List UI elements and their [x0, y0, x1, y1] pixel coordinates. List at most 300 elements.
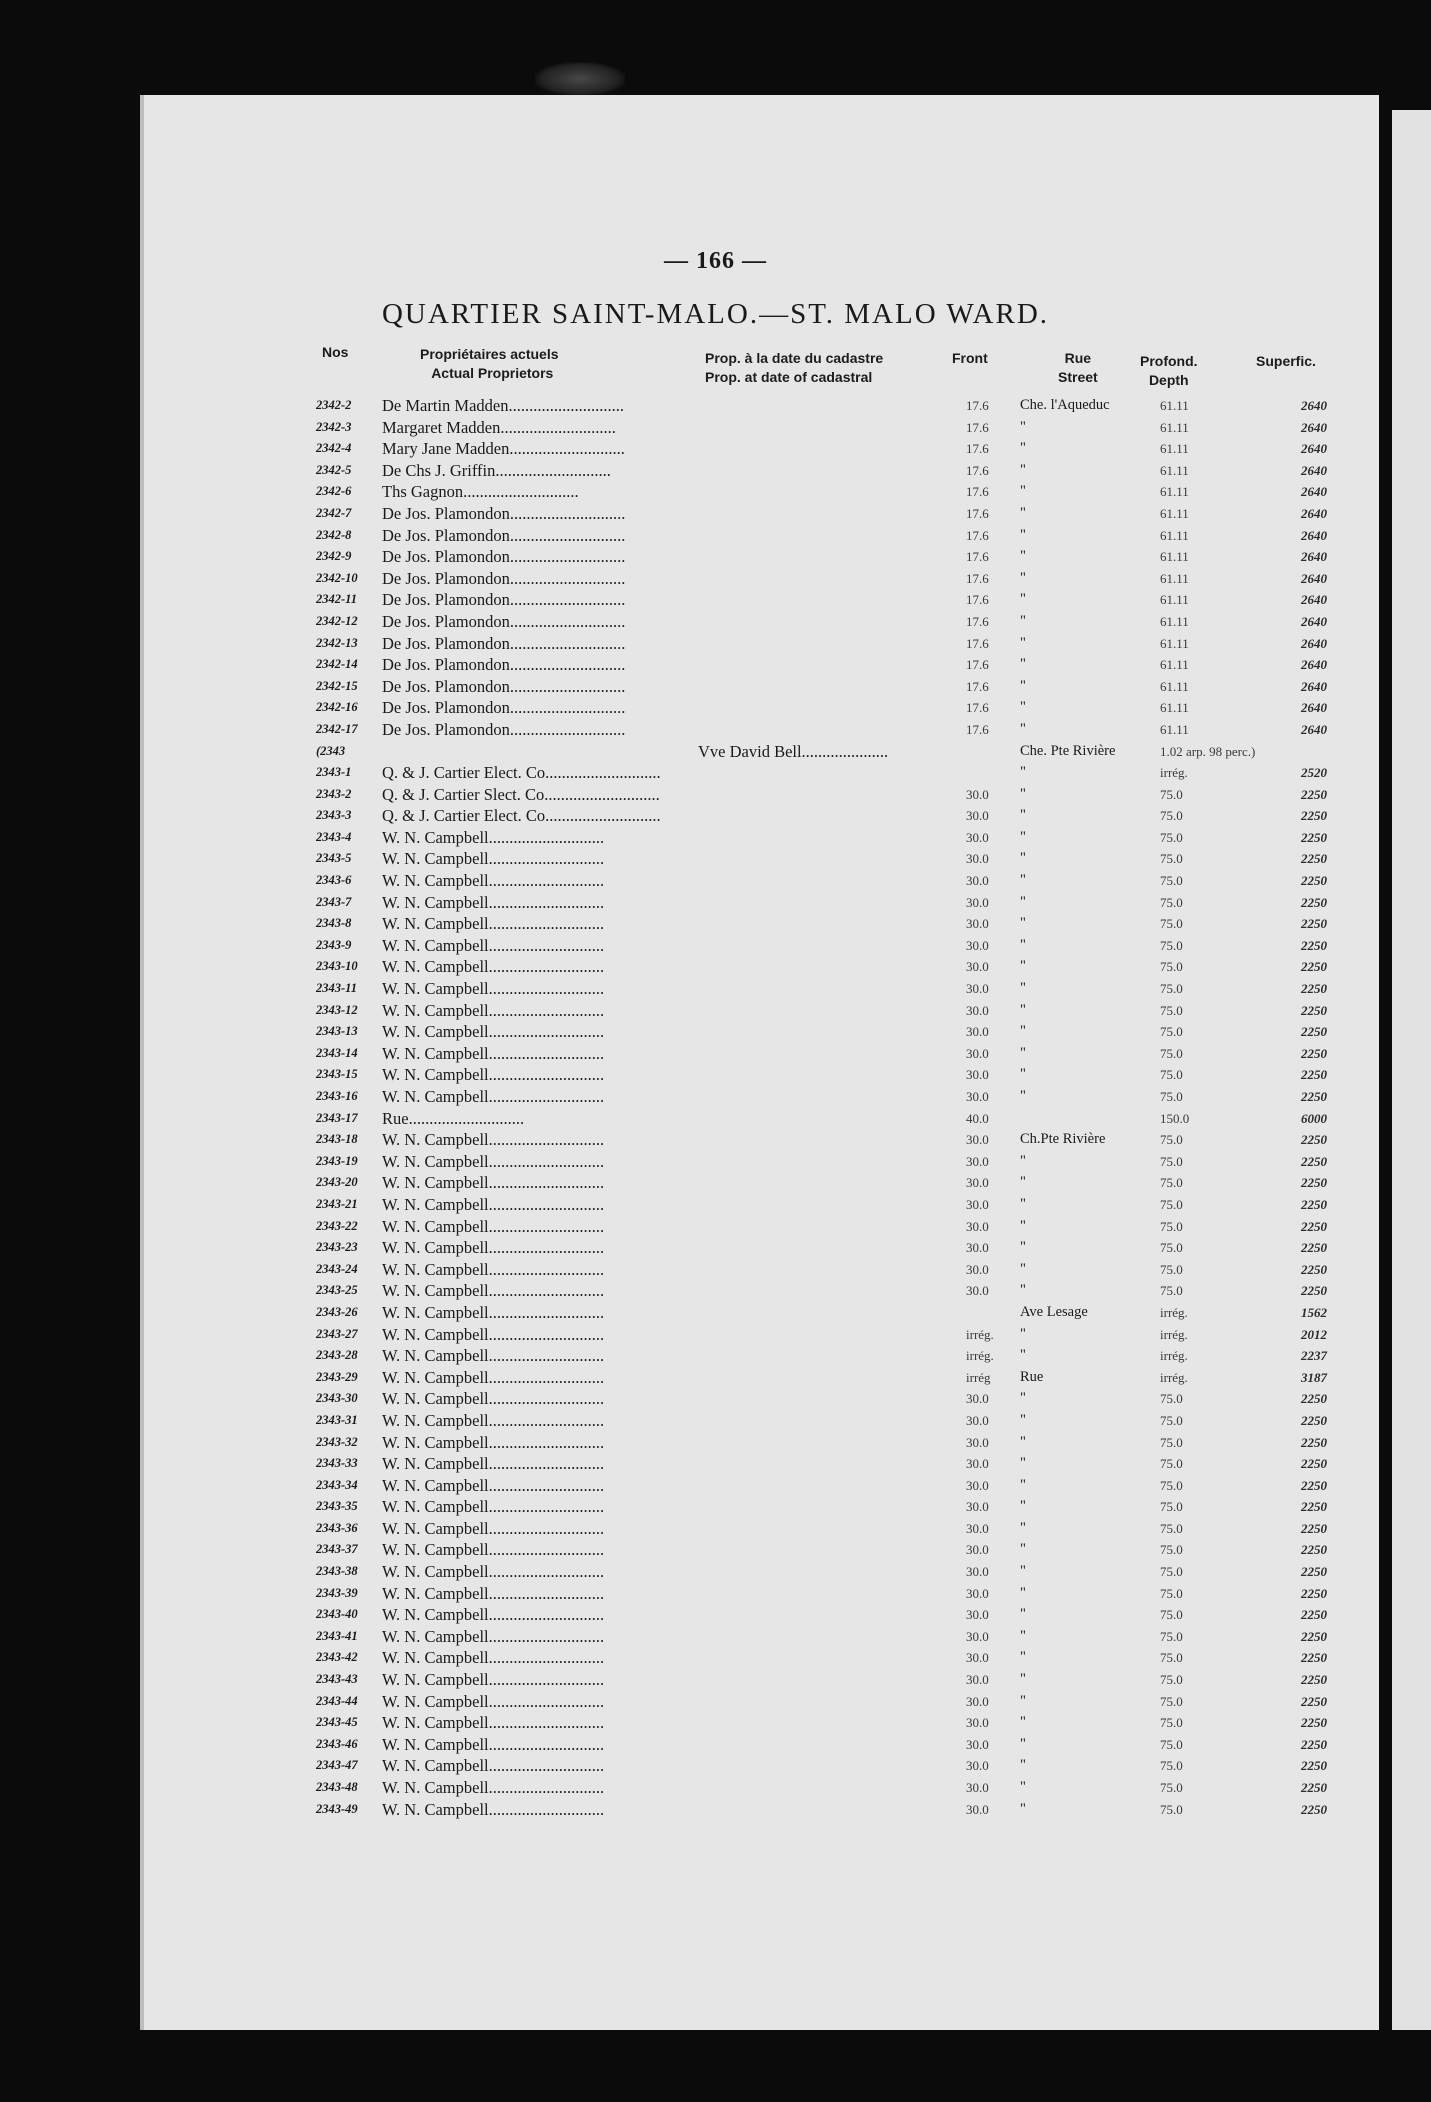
- street-name: ": [1020, 612, 1026, 629]
- owner-name: De Martin Madden............................: [382, 396, 624, 415]
- depth-value: 75.0: [1160, 1175, 1183, 1191]
- front-value: 30.0: [966, 1240, 989, 1256]
- street-name: ": [1020, 1023, 1026, 1040]
- street-name: ": [1020, 569, 1026, 586]
- owner-name: De Jos. Plamondon............................: [382, 547, 626, 567]
- area-value: 2640: [1301, 657, 1327, 673]
- front-value: 30.0: [966, 1456, 989, 1472]
- owner-name: W. N. Campbell............................: [382, 892, 605, 912]
- area-value: 6000: [1301, 1110, 1327, 1126]
- owner-name: W. N. Campbell............................: [382, 1497, 605, 1517]
- area-value: 2640: [1301, 462, 1327, 478]
- table-row: [0, 1777, 1431, 1799]
- lot-number: 2342-2: [316, 398, 352, 412]
- table-row: [0, 1604, 1431, 1626]
- area-value: 2250: [1301, 1283, 1327, 1299]
- owner-name: W. N. Campbell............................: [382, 1000, 605, 1020]
- depth-value: 75.0: [1160, 959, 1183, 975]
- street-name: ": [1020, 1779, 1026, 1795]
- depth-value: 75.0: [1160, 1283, 1183, 1299]
- depth-value: 75.0: [1160, 1153, 1183, 1169]
- lot-number: 2342-5: [316, 462, 352, 477]
- street-name: ": [1020, 764, 1026, 781]
- front-value: 30.0: [966, 1024, 989, 1040]
- front-value: 17.6: [966, 505, 989, 521]
- depth-value: 61.11: [1160, 570, 1189, 586]
- front-value: 30.0: [966, 1650, 989, 1666]
- depth-value: 75.0: [1160, 1045, 1183, 1061]
- area-value: 2012: [1301, 1326, 1327, 1342]
- table-row: [0, 1345, 1431, 1367]
- header-depth: [1140, 352, 1198, 390]
- owner-name: De Jos. Plamondon............................: [382, 568, 626, 588]
- street-name: ": [1020, 850, 1026, 867]
- lot-number: 2343-26: [316, 1304, 358, 1319]
- depth-value: 75.0: [1160, 894, 1183, 910]
- area-value: 2640: [1301, 441, 1327, 457]
- lot-number: 2343-18: [316, 1132, 358, 1147]
- lot-number: 2343-47: [316, 1758, 358, 1773]
- lot-number: 2342-7: [316, 505, 352, 520]
- table-row: [0, 1129, 1431, 1151]
- lot-number: 2343-43: [316, 1672, 358, 1687]
- street-name: ": [1020, 1347, 1026, 1364]
- owner-name: W. N. Campbell............................: [382, 1518, 605, 1538]
- front-value: 17.6: [966, 592, 989, 608]
- street-name: ": [1020, 548, 1026, 565]
- area-value: 2250: [1301, 894, 1327, 910]
- lot-number: 2343-5: [316, 851, 352, 866]
- header-depth-fr: Profond.: [1140, 353, 1198, 369]
- lot-number: 2343-12: [316, 1002, 358, 1017]
- street-name: ": [1020, 1541, 1026, 1558]
- front-value: 30.0: [966, 1628, 989, 1644]
- area-value: 2250: [1301, 1434, 1327, 1450]
- lot-number: 2342-3: [316, 419, 352, 434]
- street-name: ": [1020, 958, 1026, 975]
- area-value: 2250: [1301, 1002, 1327, 1018]
- owner-name: De Jos. Plamondon............................: [382, 525, 626, 545]
- depth-value: 75.0: [1160, 981, 1183, 997]
- header-street-fr: Rue: [1064, 350, 1092, 366]
- lot-number: 2342-14: [316, 657, 358, 672]
- area-value: 2250: [1301, 808, 1327, 824]
- owner-name: W. N. Campbell............................: [382, 1454, 605, 1474]
- depth-value: 75.0: [1160, 1628, 1183, 1644]
- depth-value: 75.0: [1160, 937, 1183, 953]
- owner-name: W. N. Campbell............................: [382, 1410, 605, 1430]
- header-street-en: Street: [1058, 369, 1098, 385]
- lot-number: 2343-9: [316, 937, 352, 952]
- street-name: ": [1020, 980, 1026, 997]
- lot-number: 2343-13: [316, 1024, 358, 1039]
- area-value: 2640: [1301, 700, 1327, 716]
- depth-value: 75.0: [1160, 1391, 1183, 1407]
- street-name: ": [1020, 656, 1026, 673]
- depth-value: 75.0: [1160, 1564, 1183, 1580]
- front-value: 17.6: [966, 635, 989, 651]
- front-value: 30.0: [966, 1801, 989, 1817]
- street-name: ": [1020, 1563, 1026, 1580]
- depth-value: irrég.: [1160, 1348, 1188, 1364]
- street-name: ": [1020, 1649, 1026, 1666]
- front-value: 17.6: [966, 678, 989, 694]
- front-value: 17.6: [966, 700, 989, 716]
- table-row: [0, 460, 1431, 482]
- owner-name: W. N. Campbell............................: [382, 1475, 605, 1495]
- front-value: 30.0: [966, 1153, 989, 1169]
- owner-name: W. N. Campbell............................: [382, 1799, 605, 1819]
- table-row: [0, 481, 1431, 503]
- table-row: [0, 1475, 1431, 1497]
- street-name: ": [1020, 1433, 1026, 1450]
- lot-number: 2343-14: [316, 1045, 358, 1060]
- depth-value: 75.0: [1160, 1477, 1183, 1493]
- front-value: 30.0: [966, 1758, 989, 1774]
- street-name: ": [1020, 1627, 1026, 1644]
- lot-number: 2343-21: [316, 1196, 358, 1211]
- front-value: 30.0: [966, 981, 989, 997]
- depth-value: 75.0: [1160, 1672, 1183, 1688]
- depth-value: 61.11: [1160, 398, 1189, 413]
- front-value: 30.0: [966, 873, 989, 889]
- front-value: 17.6: [966, 419, 989, 435]
- area-value: 1562: [1301, 1304, 1327, 1320]
- header-prop-cadastral: [705, 349, 883, 387]
- table-row: [0, 1324, 1431, 1346]
- owner-name: W. N. Campbell............................: [382, 1540, 605, 1560]
- street-name: ": [1020, 915, 1026, 932]
- depth-value: 61.11: [1160, 462, 1189, 478]
- lot-number: 2343-29: [316, 1369, 358, 1384]
- depth-value: 61.11: [1160, 527, 1189, 543]
- header-prop-fr: Prop. à la date du cadastre: [705, 350, 884, 366]
- lot-number: 2343-20: [316, 1175, 358, 1190]
- area-value: 2250: [1301, 916, 1327, 932]
- lot-number: 2343-44: [316, 1693, 358, 1708]
- area-value: 2640: [1301, 505, 1327, 521]
- lot-number: 2342-11: [316, 592, 357, 607]
- owner-name: W. N. Campbell............................: [382, 1713, 605, 1733]
- table-row: [0, 568, 1431, 590]
- lot-number: 2343-30: [316, 1391, 358, 1406]
- header-nos: Nos: [322, 344, 349, 360]
- lot-number: 2343-32: [316, 1434, 358, 1449]
- owner-name: De Jos. Plamondon............................: [382, 633, 626, 653]
- table-row: [0, 978, 1431, 1000]
- lot-number: 2343-49: [316, 1801, 358, 1816]
- table-row: [0, 1432, 1431, 1454]
- table-row: [0, 633, 1431, 655]
- front-value: 30.0: [966, 1261, 989, 1277]
- depth-value: 75.0: [1160, 1218, 1183, 1234]
- depth-value: 75.0: [1160, 1780, 1183, 1795]
- street-name: ": [1020, 440, 1026, 457]
- owner-name: De Jos. Plamondon............................: [382, 676, 626, 696]
- owner-name: W. N. Campbell............................: [382, 1216, 605, 1236]
- street-name: ": [1020, 699, 1026, 716]
- front-value: 30.0: [966, 1499, 989, 1515]
- table-row: [0, 1388, 1431, 1410]
- depth-value: 75.0: [1160, 1801, 1183, 1817]
- area-value: 2250: [1301, 1693, 1327, 1709]
- area-value: 2250: [1301, 1456, 1327, 1472]
- street-name: ": [1020, 1174, 1026, 1191]
- depth-value: 61.11: [1160, 484, 1189, 500]
- table-row: [0, 1194, 1431, 1216]
- street-name: ": [1020, 1282, 1026, 1299]
- owner-name: W. N. Campbell............................: [382, 1778, 605, 1797]
- front-value: 30.0: [966, 1585, 989, 1601]
- front-value: 17.6: [966, 721, 989, 737]
- depth-value: 75.0: [1160, 873, 1183, 889]
- street-name: ": [1020, 1519, 1026, 1536]
- street-name: ": [1020, 785, 1026, 802]
- lot-number: 2343-31: [316, 1412, 358, 1427]
- owner-name: De Jos. Plamondon............................: [382, 590, 626, 610]
- area-value: 2250: [1301, 1412, 1327, 1428]
- table-row: [0, 1021, 1431, 1043]
- owner-name: Rue............................: [382, 1108, 525, 1128]
- depth-value: 61.11: [1160, 635, 1189, 651]
- depth-value: 75.0: [1160, 1736, 1183, 1752]
- lot-number: 2343-33: [316, 1456, 358, 1471]
- area-value: 2250: [1301, 1499, 1327, 1515]
- table-row: [0, 1172, 1431, 1194]
- street-name: ": [1020, 418, 1026, 435]
- table-row: [0, 546, 1431, 568]
- area-value: 2250: [1301, 1477, 1327, 1493]
- front-value: 30.0: [966, 1477, 989, 1493]
- depth-value: 75.0: [1160, 1132, 1183, 1148]
- area-value: 2250: [1301, 1607, 1327, 1623]
- area-value: 2250: [1301, 1196, 1327, 1212]
- table-row: [0, 870, 1431, 892]
- table-row: [0, 654, 1431, 676]
- depth-value: 61.11: [1160, 441, 1189, 457]
- table-row: [0, 1410, 1431, 1432]
- front-value: 30.0: [966, 1412, 989, 1428]
- table-row: [0, 395, 1431, 417]
- street-name: ": [1020, 1606, 1026, 1623]
- lot-number: 2343-36: [316, 1520, 358, 1535]
- table-row: [0, 589, 1431, 611]
- area-value: 2250: [1301, 851, 1327, 867]
- header-owner: [420, 345, 559, 383]
- area-value: 2250: [1301, 1391, 1327, 1407]
- owner-name: W. N. Campbell............................: [382, 1259, 605, 1279]
- area-value: 2250: [1301, 1045, 1327, 1061]
- page-number: — 166 —: [664, 248, 767, 274]
- street-name: ": [1020, 526, 1026, 543]
- area-value: 2640: [1301, 721, 1327, 737]
- lot-number: 2343-35: [316, 1499, 358, 1514]
- front-value: 30.0: [966, 937, 989, 953]
- table-row: [0, 1583, 1431, 1605]
- front-value: 30.0: [966, 829, 989, 845]
- area-value: 2640: [1301, 613, 1327, 629]
- table-row: [0, 1302, 1431, 1324]
- street-name: Ave Lesage: [1020, 1303, 1088, 1320]
- lot-number: 2342-10: [316, 570, 358, 585]
- owner-name: W. N. Campbell............................: [382, 1151, 605, 1171]
- street-name: ": [1020, 872, 1026, 889]
- front-value: 30.0: [966, 1564, 989, 1580]
- street-name: ": [1020, 1001, 1026, 1018]
- owner-name: W. N. Campbell............................: [382, 1626, 605, 1646]
- table-row: [0, 1086, 1431, 1108]
- lot-number: 2342-6: [316, 484, 352, 499]
- street-name: ": [1020, 1714, 1026, 1731]
- table-row: [0, 1496, 1431, 1518]
- depth-value: 75.0: [1160, 851, 1183, 867]
- area-value: 2250: [1301, 1132, 1327, 1148]
- table-row: [0, 1064, 1431, 1086]
- front-value: 30.0: [966, 1736, 989, 1752]
- front-value: 30.0: [966, 894, 989, 910]
- front-value: 30.0: [966, 851, 989, 867]
- front-value: 17.6: [966, 462, 989, 478]
- lot-number: 2343-1: [316, 765, 352, 780]
- street-name: ": [1020, 1455, 1026, 1472]
- lot-number: 2342-16: [316, 700, 358, 715]
- front-value: 17.6: [966, 570, 989, 586]
- area-value: 2250: [1301, 829, 1327, 845]
- table-row: [0, 1000, 1431, 1022]
- table-row: [0, 1043, 1431, 1065]
- scan-artifact: [535, 62, 625, 96]
- owner-name: De Jos. Plamondon............................: [382, 698, 626, 718]
- table-row: [0, 1453, 1431, 1475]
- table-row: [0, 1108, 1431, 1130]
- depth-value: irrég.: [1160, 765, 1188, 781]
- area-value: 2250: [1301, 1175, 1327, 1191]
- table-row: [0, 1799, 1431, 1821]
- depth-value: 75.0: [1160, 1607, 1183, 1623]
- table-row: [0, 525, 1431, 547]
- area-value: 2250: [1301, 1520, 1327, 1536]
- front-value: 30.0: [966, 1002, 989, 1018]
- owner-name: W. N. Campbell............................: [382, 1367, 605, 1387]
- area-value: 2250: [1301, 1650, 1327, 1666]
- owner-name: W. N. Campbell............................: [382, 1756, 605, 1776]
- owner-name: W. N. Campbell............................: [382, 1302, 605, 1322]
- owner-name: Mary Jane Madden............................: [382, 439, 625, 459]
- area-value: 2250: [1301, 1089, 1327, 1104]
- cadastre-table: [0, 395, 1431, 1820]
- front-value: 17.6: [966, 398, 989, 413]
- street-name: ": [1020, 807, 1026, 824]
- street-name: ": [1020, 483, 1026, 500]
- street-name: ": [1020, 1671, 1026, 1688]
- lot-number: 2343-11: [316, 981, 357, 996]
- owner-name: Q. & J. Cartier Elect. Co............................: [382, 806, 661, 826]
- lot-number: 2343-6: [316, 873, 352, 888]
- area-value: 2250: [1301, 1801, 1327, 1817]
- area-value: 2640: [1301, 592, 1327, 608]
- area-value: 2640: [1301, 398, 1327, 413]
- area-value: 2250: [1301, 1758, 1327, 1774]
- area-value: 2250: [1301, 1585, 1327, 1601]
- lot-number: 2342-13: [316, 635, 358, 650]
- front-value: 30.0: [966, 1542, 989, 1558]
- table-row: [0, 741, 1431, 763]
- area-value: 2520: [1301, 765, 1327, 781]
- depth-value: 75.0: [1160, 916, 1183, 932]
- area-value: 2250: [1301, 981, 1327, 997]
- lot-number: 2343-40: [316, 1607, 358, 1622]
- owner-name: De Jos. Plamondon............................: [382, 503, 626, 523]
- area-value: 2250: [1301, 1628, 1327, 1644]
- area-value: 2640: [1301, 527, 1327, 543]
- depth-value: 1.02 arp. 98 perc.): [1160, 743, 1256, 759]
- front-value: 17.6: [966, 613, 989, 629]
- street-name: ": [1020, 1735, 1026, 1752]
- area-value: 2250: [1301, 1715, 1327, 1731]
- front-value: 17.6: [966, 441, 989, 457]
- front-value: 30.0: [966, 1045, 989, 1061]
- area-value: 2250: [1301, 937, 1327, 953]
- lot-number: 2343-8: [316, 916, 352, 931]
- area-value: 2250: [1301, 1261, 1327, 1277]
- area-value: 2237: [1301, 1348, 1327, 1364]
- street-name: ": [1020, 1584, 1026, 1601]
- table-row: [0, 417, 1431, 439]
- street-name: ": [1020, 1498, 1026, 1515]
- area-value: 2640: [1301, 678, 1327, 694]
- lot-number: 2343-22: [316, 1218, 358, 1233]
- depth-value: irrég.: [1160, 1369, 1188, 1385]
- lot-number: 2343-15: [316, 1067, 358, 1082]
- lot-number: (2343: [316, 743, 346, 758]
- table-row: [0, 676, 1431, 698]
- table-row: [0, 1237, 1431, 1259]
- owner-name: W. N. Campbell............................: [382, 1605, 605, 1625]
- area-value: 2250: [1301, 1780, 1327, 1795]
- lot-number: 2343-24: [316, 1261, 358, 1276]
- street-name: ": [1020, 1088, 1026, 1104]
- table-row: [0, 1280, 1431, 1302]
- area-value: 2640: [1301, 635, 1327, 651]
- table-row: [0, 611, 1431, 633]
- depth-value: 61.11: [1160, 613, 1189, 629]
- area-value: 2250: [1301, 873, 1327, 889]
- table-row: [0, 935, 1431, 957]
- front-value: 30.0: [966, 1607, 989, 1623]
- table-row: [0, 784, 1431, 806]
- lot-number: 2342-12: [316, 613, 358, 628]
- header-owner-en: Actual Proprietors: [431, 365, 554, 381]
- depth-value: 75.0: [1160, 1002, 1183, 1018]
- area-value: 2250: [1301, 1736, 1327, 1752]
- front-value: 30.0: [966, 808, 989, 824]
- depth-value: 75.0: [1160, 1758, 1183, 1774]
- lot-number: 2343-2: [316, 786, 352, 801]
- owner-name: W. N. Campbell............................: [382, 1022, 605, 1042]
- street-name: ": [1020, 1239, 1026, 1256]
- depth-value: 75.0: [1160, 786, 1183, 802]
- area-value: 2250: [1301, 786, 1327, 802]
- front-value: 17.6: [966, 527, 989, 543]
- depth-value: 75.0: [1160, 1542, 1183, 1558]
- header-area: Superfic.: [1256, 353, 1316, 369]
- street-name: ": [1020, 1692, 1026, 1709]
- front-value: 30.0: [966, 1391, 989, 1407]
- area-value: 2250: [1301, 1672, 1327, 1688]
- area-value: 2640: [1301, 484, 1327, 500]
- header-street: [1058, 349, 1098, 387]
- front-value: 30.0: [966, 1089, 989, 1104]
